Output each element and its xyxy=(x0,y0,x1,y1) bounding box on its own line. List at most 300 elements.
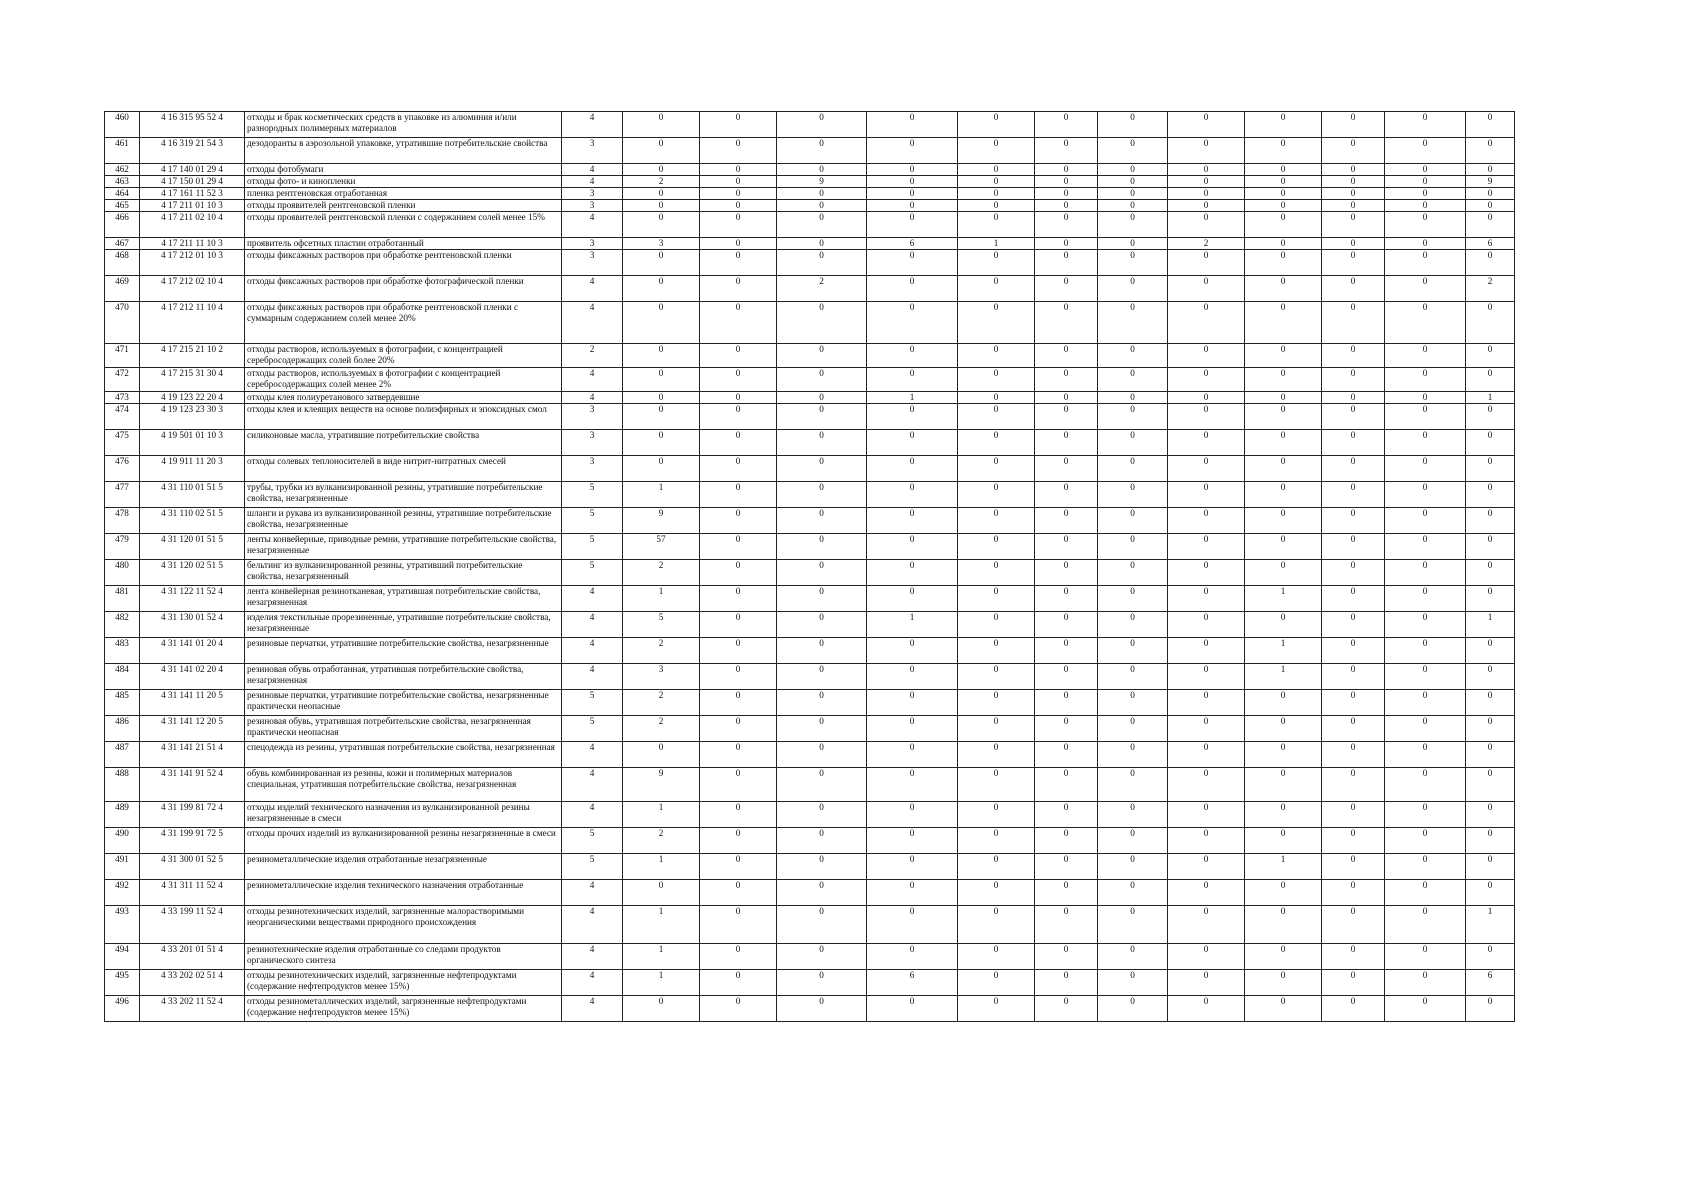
value-cell-9: 0 xyxy=(1245,560,1322,586)
waste-name-cell: пленка рентгеновская отработанная xyxy=(245,188,562,200)
value-cell-9: 0 xyxy=(1245,828,1322,854)
value-cell-4: 0 xyxy=(867,302,958,344)
value-cell-3: 0 xyxy=(777,586,867,612)
value-cell-7: 0 xyxy=(1098,456,1168,482)
value-cell-4: 0 xyxy=(867,138,958,164)
fkko-code-cell: 4 16 319 21 54 3 xyxy=(140,138,245,164)
value-cell-1: 0 xyxy=(623,742,700,768)
value-cell-9: 0 xyxy=(1245,176,1322,188)
table-row xyxy=(105,482,1515,508)
value-cell-7: 0 xyxy=(1098,176,1168,188)
table-row xyxy=(105,880,1515,906)
table-row xyxy=(105,828,1515,854)
value-cell-12: 0 xyxy=(1466,456,1515,482)
value-cell-8: 0 xyxy=(1168,996,1245,1022)
row-number-cell: 472 xyxy=(105,368,140,392)
fkko-code-cell: 4 31 311 11 52 4 xyxy=(140,880,245,906)
value-cell-8: 0 xyxy=(1168,612,1245,638)
fkko-code-cell: 4 17 211 02 10 4 xyxy=(140,212,245,238)
waste-name-cell: отходы растворов, используемых в фотографии с концентрацией серебросодержащих солей менее 2% xyxy=(245,368,562,392)
value-cell-5: 0 xyxy=(958,276,1035,302)
value-cell-10: 0 xyxy=(1322,906,1385,944)
value-cell-7: 0 xyxy=(1098,664,1168,690)
value-cell-5: 0 xyxy=(958,404,1035,430)
value-cell-2: 0 xyxy=(700,430,777,456)
value-cell-5: 0 xyxy=(958,302,1035,344)
value-cell-1: 2 xyxy=(623,716,700,742)
value-cell-5: 0 xyxy=(958,250,1035,276)
row-number-cell: 491 xyxy=(105,854,140,880)
fkko-code-cell: 4 17 215 31 30 4 xyxy=(140,368,245,392)
value-cell-10: 0 xyxy=(1322,508,1385,534)
value-cell-4: 0 xyxy=(867,188,958,200)
value-cell-11: 0 xyxy=(1385,716,1466,742)
value-cell-1: 5 xyxy=(623,612,700,638)
value-cell-7: 0 xyxy=(1098,392,1168,404)
value-cell-12: 0 xyxy=(1466,344,1515,368)
value-cell-2: 0 xyxy=(700,200,777,212)
value-cell-8: 0 xyxy=(1168,880,1245,906)
value-cell-2: 0 xyxy=(700,560,777,586)
value-cell-11: 0 xyxy=(1385,188,1466,200)
value-cell-6: 0 xyxy=(1035,200,1098,212)
value-cell-2: 0 xyxy=(700,716,777,742)
value-cell-10: 0 xyxy=(1322,188,1385,200)
value-cell-10: 0 xyxy=(1322,368,1385,392)
row-number-cell: 468 xyxy=(105,250,140,276)
value-cell-12: 0 xyxy=(1466,560,1515,586)
waste-name-cell: отходы растворов, используемых в фотографии, с концентрацией серебросодержащих солей более 20% xyxy=(245,344,562,368)
row-number-cell: 482 xyxy=(105,612,140,638)
value-cell-12: 0 xyxy=(1466,638,1515,664)
row-number-cell: 469 xyxy=(105,276,140,302)
value-cell-11: 0 xyxy=(1385,880,1466,906)
value-cell-6: 0 xyxy=(1035,482,1098,508)
value-cell-2: 0 xyxy=(700,404,777,430)
value-cell-11: 0 xyxy=(1385,768,1466,802)
value-cell-1: 0 xyxy=(623,392,700,404)
value-cell-8: 0 xyxy=(1168,188,1245,200)
value-cell-8: 0 xyxy=(1168,456,1245,482)
hazard-class-cell: 5 xyxy=(562,534,623,560)
value-cell-9: 1 xyxy=(1245,638,1322,664)
waste-name-cell: резиновые перчатки, утратившие потребительские свойства, незагрязненные xyxy=(245,638,562,664)
value-cell-4: 0 xyxy=(867,638,958,664)
hazard-class-cell: 4 xyxy=(562,944,623,970)
value-cell-11: 0 xyxy=(1385,906,1466,944)
hazard-class-cell: 4 xyxy=(562,112,623,138)
value-cell-4: 0 xyxy=(867,996,958,1022)
row-number-cell: 485 xyxy=(105,690,140,716)
fkko-code-cell: 4 31 141 91 52 4 xyxy=(140,768,245,802)
value-cell-11: 0 xyxy=(1385,970,1466,996)
value-cell-1: 1 xyxy=(623,854,700,880)
value-cell-4: 0 xyxy=(867,690,958,716)
value-cell-9: 0 xyxy=(1245,430,1322,456)
row-number-cell: 490 xyxy=(105,828,140,854)
value-cell-2: 0 xyxy=(700,164,777,176)
row-number-cell: 460 xyxy=(105,112,140,138)
value-cell-5: 0 xyxy=(958,344,1035,368)
hazard-class-cell: 4 xyxy=(562,368,623,392)
value-cell-8: 0 xyxy=(1168,854,1245,880)
value-cell-4: 6 xyxy=(867,238,958,250)
value-cell-5: 0 xyxy=(958,612,1035,638)
value-cell-1: 0 xyxy=(623,164,700,176)
value-cell-7: 0 xyxy=(1098,200,1168,212)
value-cell-1: 9 xyxy=(623,768,700,802)
value-cell-1: 0 xyxy=(623,138,700,164)
value-cell-3: 0 xyxy=(777,302,867,344)
table-row xyxy=(105,430,1515,456)
value-cell-6: 0 xyxy=(1035,560,1098,586)
hazard-class-cell: 5 xyxy=(562,854,623,880)
value-cell-1: 1 xyxy=(623,802,700,828)
value-cell-9: 0 xyxy=(1245,250,1322,276)
row-number-cell: 495 xyxy=(105,970,140,996)
value-cell-6: 0 xyxy=(1035,638,1098,664)
hazard-class-cell: 4 xyxy=(562,392,623,404)
value-cell-6: 0 xyxy=(1035,276,1098,302)
value-cell-8: 0 xyxy=(1168,716,1245,742)
value-cell-11: 0 xyxy=(1385,456,1466,482)
value-cell-12: 9 xyxy=(1466,176,1515,188)
value-cell-2: 0 xyxy=(700,368,777,392)
value-cell-7: 0 xyxy=(1098,996,1168,1022)
table-row xyxy=(105,534,1515,560)
value-cell-12: 0 xyxy=(1466,690,1515,716)
value-cell-6: 0 xyxy=(1035,854,1098,880)
value-cell-7: 0 xyxy=(1098,802,1168,828)
table-row xyxy=(105,368,1515,392)
value-cell-11: 0 xyxy=(1385,482,1466,508)
hazard-class-cell: 3 xyxy=(562,200,623,212)
hazard-class-cell: 4 xyxy=(562,802,623,828)
hazard-class-cell: 4 xyxy=(562,302,623,344)
table-row xyxy=(105,176,1515,188)
value-cell-8: 0 xyxy=(1168,742,1245,768)
waste-name-cell: отходы изделий технического назначения из вулканизированной резины незагрязненные в смеси xyxy=(245,802,562,828)
waste-name-cell: отходы клея и клеящих веществ на основе полиэфирных и эпоксидных смол xyxy=(245,404,562,430)
table-row xyxy=(105,212,1515,238)
value-cell-11: 0 xyxy=(1385,638,1466,664)
value-cell-3: 0 xyxy=(777,250,867,276)
value-cell-7: 0 xyxy=(1098,138,1168,164)
value-cell-2: 0 xyxy=(700,906,777,944)
value-cell-11: 0 xyxy=(1385,238,1466,250)
value-cell-3: 0 xyxy=(777,112,867,138)
value-cell-8: 0 xyxy=(1168,508,1245,534)
table-row xyxy=(105,996,1515,1022)
value-cell-1: 0 xyxy=(623,456,700,482)
value-cell-11: 0 xyxy=(1385,828,1466,854)
value-cell-8: 0 xyxy=(1168,482,1245,508)
value-cell-11: 0 xyxy=(1385,176,1466,188)
value-cell-12: 0 xyxy=(1466,508,1515,534)
value-cell-8: 0 xyxy=(1168,560,1245,586)
value-cell-11: 0 xyxy=(1385,802,1466,828)
value-cell-4: 0 xyxy=(867,176,958,188)
value-cell-2: 0 xyxy=(700,970,777,996)
value-cell-7: 0 xyxy=(1098,560,1168,586)
value-cell-10: 0 xyxy=(1322,238,1385,250)
value-cell-4: 0 xyxy=(867,802,958,828)
value-cell-11: 0 xyxy=(1385,112,1466,138)
value-cell-1: 1 xyxy=(623,970,700,996)
value-cell-5: 0 xyxy=(958,112,1035,138)
value-cell-9: 0 xyxy=(1245,906,1322,944)
value-cell-9: 0 xyxy=(1245,276,1322,302)
value-cell-6: 0 xyxy=(1035,880,1098,906)
value-cell-6: 0 xyxy=(1035,368,1098,392)
value-cell-7: 0 xyxy=(1098,742,1168,768)
value-cell-10: 0 xyxy=(1322,164,1385,176)
value-cell-2: 0 xyxy=(700,212,777,238)
row-number-cell: 463 xyxy=(105,176,140,188)
value-cell-6: 0 xyxy=(1035,944,1098,970)
value-cell-9: 0 xyxy=(1245,944,1322,970)
value-cell-8: 0 xyxy=(1168,276,1245,302)
hazard-class-cell: 3 xyxy=(562,138,623,164)
value-cell-4: 0 xyxy=(867,880,958,906)
value-cell-4: 0 xyxy=(867,768,958,802)
hazard-class-cell: 4 xyxy=(562,970,623,996)
value-cell-8: 0 xyxy=(1168,828,1245,854)
value-cell-12: 0 xyxy=(1466,112,1515,138)
value-cell-9: 0 xyxy=(1245,690,1322,716)
table-row xyxy=(105,690,1515,716)
value-cell-12: 0 xyxy=(1466,164,1515,176)
value-cell-12: 1 xyxy=(1466,612,1515,638)
value-cell-7: 0 xyxy=(1098,828,1168,854)
value-cell-10: 0 xyxy=(1322,828,1385,854)
value-cell-5: 0 xyxy=(958,212,1035,238)
value-cell-3: 0 xyxy=(777,638,867,664)
value-cell-9: 0 xyxy=(1245,482,1322,508)
value-cell-5: 0 xyxy=(958,586,1035,612)
table-row xyxy=(105,970,1515,996)
value-cell-5: 0 xyxy=(958,200,1035,212)
fkko-code-cell: 4 17 150 01 29 4 xyxy=(140,176,245,188)
value-cell-10: 0 xyxy=(1322,250,1385,276)
table-row xyxy=(105,716,1515,742)
value-cell-12: 0 xyxy=(1466,200,1515,212)
value-cell-2: 0 xyxy=(700,508,777,534)
value-cell-5: 0 xyxy=(958,906,1035,944)
value-cell-8: 0 xyxy=(1168,368,1245,392)
value-cell-2: 0 xyxy=(700,344,777,368)
value-cell-5: 0 xyxy=(958,768,1035,802)
row-number-cell: 465 xyxy=(105,200,140,212)
fkko-code-cell: 4 19 123 22 20 4 xyxy=(140,392,245,404)
value-cell-6: 0 xyxy=(1035,742,1098,768)
table-row xyxy=(105,944,1515,970)
value-cell-5: 1 xyxy=(958,238,1035,250)
fkko-code-cell: 4 17 215 21 10 2 xyxy=(140,344,245,368)
hazard-class-cell: 4 xyxy=(562,276,623,302)
value-cell-3: 0 xyxy=(777,392,867,404)
value-cell-10: 0 xyxy=(1322,664,1385,690)
value-cell-8: 0 xyxy=(1168,690,1245,716)
fkko-code-cell: 4 31 130 01 52 4 xyxy=(140,612,245,638)
waste-name-cell: резинотехнические изделия отработанные со следами продуктов органического синтеза xyxy=(245,944,562,970)
value-cell-8: 2 xyxy=(1168,238,1245,250)
value-cell-6: 0 xyxy=(1035,802,1098,828)
value-cell-8: 0 xyxy=(1168,250,1245,276)
row-number-cell: 474 xyxy=(105,404,140,430)
table-row xyxy=(105,638,1515,664)
table-row xyxy=(105,586,1515,612)
fkko-code-cell: 4 17 212 01 10 3 xyxy=(140,250,245,276)
value-cell-1: 0 xyxy=(623,188,700,200)
value-cell-8: 0 xyxy=(1168,200,1245,212)
table-row xyxy=(105,138,1515,164)
value-cell-10: 0 xyxy=(1322,456,1385,482)
value-cell-4: 0 xyxy=(867,742,958,768)
value-cell-6: 0 xyxy=(1035,212,1098,238)
value-cell-5: 0 xyxy=(958,944,1035,970)
row-number-cell: 462 xyxy=(105,164,140,176)
value-cell-3: 2 xyxy=(777,276,867,302)
value-cell-6: 0 xyxy=(1035,768,1098,802)
value-cell-2: 0 xyxy=(700,276,777,302)
value-cell-3: 0 xyxy=(777,560,867,586)
value-cell-8: 0 xyxy=(1168,302,1245,344)
value-cell-11: 0 xyxy=(1385,392,1466,404)
row-number-cell: 483 xyxy=(105,638,140,664)
value-cell-4: 0 xyxy=(867,560,958,586)
value-cell-3: 0 xyxy=(777,534,867,560)
value-cell-7: 0 xyxy=(1098,586,1168,612)
value-cell-5: 0 xyxy=(958,854,1035,880)
value-cell-7: 0 xyxy=(1098,906,1168,944)
hazard-class-cell: 4 xyxy=(562,996,623,1022)
value-cell-8: 0 xyxy=(1168,534,1245,560)
value-cell-4: 0 xyxy=(867,112,958,138)
value-cell-9: 0 xyxy=(1245,880,1322,906)
value-cell-8: 0 xyxy=(1168,586,1245,612)
value-cell-10: 0 xyxy=(1322,112,1385,138)
waste-name-cell: отходы и брак косметических средств в упаковке из алюминия и/или разнородных полимерных материалов xyxy=(245,112,562,138)
waste-name-cell: отходы фиксажных растворов при обработке рентгеновской пленки xyxy=(245,250,562,276)
hazard-class-cell: 3 xyxy=(562,404,623,430)
row-number-cell: 473 xyxy=(105,392,140,404)
value-cell-1: 1 xyxy=(623,586,700,612)
fkko-code-cell: 4 31 141 11 20 5 xyxy=(140,690,245,716)
fkko-code-cell: 4 31 122 11 52 4 xyxy=(140,586,245,612)
value-cell-4: 0 xyxy=(867,534,958,560)
row-number-cell: 488 xyxy=(105,768,140,802)
value-cell-3: 0 xyxy=(777,716,867,742)
value-cell-1: 0 xyxy=(623,200,700,212)
fkko-code-cell: 4 31 141 12 20 5 xyxy=(140,716,245,742)
value-cell-7: 0 xyxy=(1098,302,1168,344)
row-number-cell: 493 xyxy=(105,906,140,944)
value-cell-6: 0 xyxy=(1035,716,1098,742)
value-cell-11: 0 xyxy=(1385,560,1466,586)
value-cell-1: 1 xyxy=(623,906,700,944)
value-cell-3: 0 xyxy=(777,344,867,368)
value-cell-7: 0 xyxy=(1098,238,1168,250)
value-cell-12: 0 xyxy=(1466,802,1515,828)
value-cell-12: 0 xyxy=(1466,138,1515,164)
value-cell-4: 0 xyxy=(867,368,958,392)
value-cell-11: 0 xyxy=(1385,690,1466,716)
value-cell-4: 0 xyxy=(867,456,958,482)
value-cell-7: 0 xyxy=(1098,854,1168,880)
value-cell-12: 0 xyxy=(1466,586,1515,612)
value-cell-6: 0 xyxy=(1035,828,1098,854)
value-cell-9: 0 xyxy=(1245,534,1322,560)
value-cell-4: 0 xyxy=(867,344,958,368)
waste-name-cell: резинометаллические изделия отработанные незагрязненные xyxy=(245,854,562,880)
value-cell-2: 0 xyxy=(700,996,777,1022)
value-cell-6: 0 xyxy=(1035,164,1098,176)
hazard-class-cell: 4 xyxy=(562,612,623,638)
hazard-class-cell: 4 xyxy=(562,586,623,612)
value-cell-1: 0 xyxy=(623,112,700,138)
value-cell-2: 0 xyxy=(700,392,777,404)
value-cell-8: 0 xyxy=(1168,344,1245,368)
value-cell-5: 0 xyxy=(958,638,1035,664)
row-number-cell: 494 xyxy=(105,944,140,970)
value-cell-9: 0 xyxy=(1245,212,1322,238)
value-cell-1: 0 xyxy=(623,996,700,1022)
fkko-code-cell: 4 17 212 11 10 4 xyxy=(140,302,245,344)
table-row xyxy=(105,200,1515,212)
waste-name-cell: резиновая обувь отработанная, утратившая потребительские свойства, незагрязненная xyxy=(245,664,562,690)
value-cell-1: 2 xyxy=(623,638,700,664)
value-cell-9: 0 xyxy=(1245,802,1322,828)
value-cell-5: 0 xyxy=(958,164,1035,176)
value-cell-3: 0 xyxy=(777,456,867,482)
value-cell-7: 0 xyxy=(1098,690,1168,716)
value-cell-12: 0 xyxy=(1466,212,1515,238)
value-cell-8: 0 xyxy=(1168,638,1245,664)
value-cell-1: 1 xyxy=(623,482,700,508)
value-cell-12: 0 xyxy=(1466,996,1515,1022)
value-cell-8: 0 xyxy=(1168,768,1245,802)
table-row xyxy=(105,742,1515,768)
value-cell-4: 0 xyxy=(867,854,958,880)
value-cell-11: 0 xyxy=(1385,250,1466,276)
value-cell-6: 0 xyxy=(1035,188,1098,200)
value-cell-5: 0 xyxy=(958,716,1035,742)
value-cell-6: 0 xyxy=(1035,302,1098,344)
hazard-class-cell: 4 xyxy=(562,664,623,690)
hazard-class-cell: 5 xyxy=(562,716,623,742)
value-cell-5: 0 xyxy=(958,742,1035,768)
value-cell-6: 0 xyxy=(1035,996,1098,1022)
row-number-cell: 486 xyxy=(105,716,140,742)
row-number-cell: 461 xyxy=(105,138,140,164)
value-cell-3: 0 xyxy=(777,996,867,1022)
value-cell-11: 0 xyxy=(1385,586,1466,612)
value-cell-10: 0 xyxy=(1322,768,1385,802)
row-number-cell: 479 xyxy=(105,534,140,560)
value-cell-9: 0 xyxy=(1245,768,1322,802)
value-cell-2: 0 xyxy=(700,586,777,612)
waste-name-cell: отходы прочих изделий из вулканизированной резины незагрязненные в смеси xyxy=(245,828,562,854)
fkko-code-cell: 4 17 211 01 10 3 xyxy=(140,200,245,212)
value-cell-12: 0 xyxy=(1466,828,1515,854)
value-cell-2: 0 xyxy=(700,854,777,880)
row-number-cell: 476 xyxy=(105,456,140,482)
value-cell-3: 0 xyxy=(777,404,867,430)
hazard-class-cell: 3 xyxy=(562,238,623,250)
fkko-code-cell: 4 31 120 01 51 5 xyxy=(140,534,245,560)
value-cell-2: 0 xyxy=(700,690,777,716)
